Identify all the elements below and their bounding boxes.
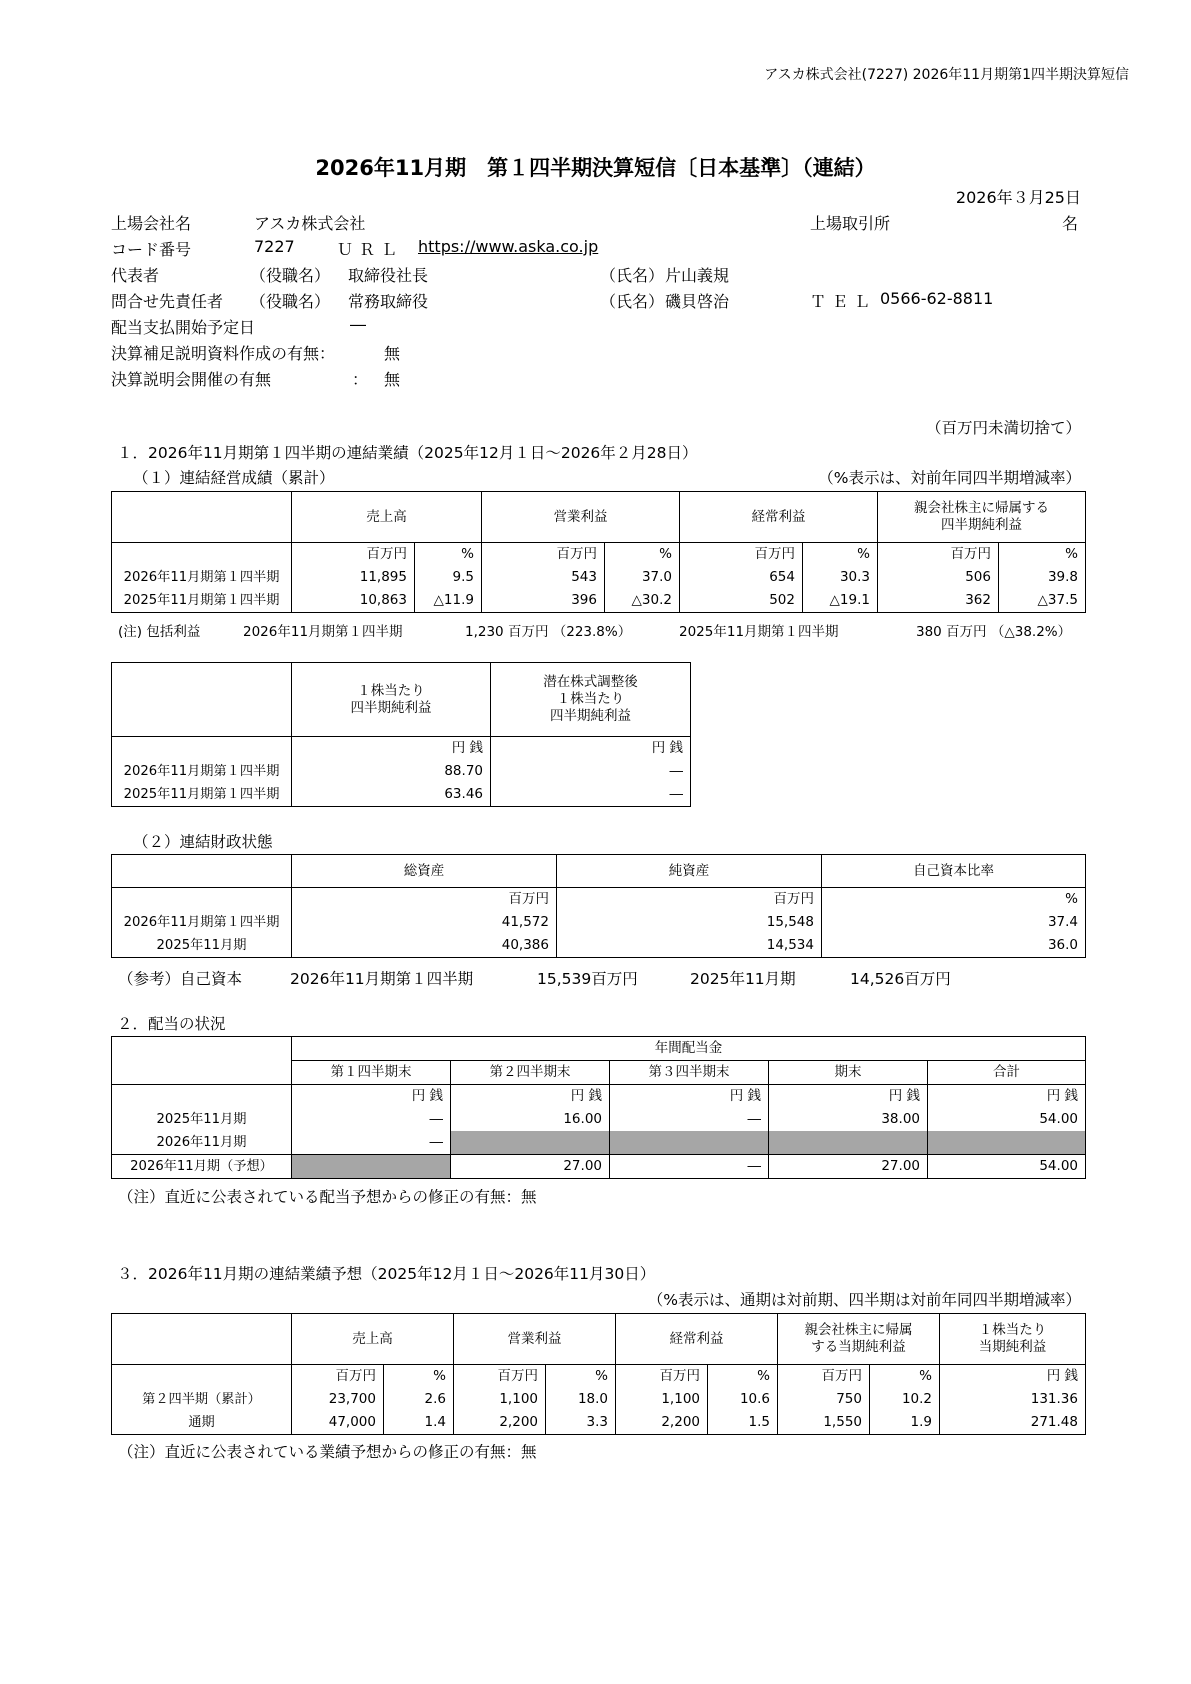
section1-sub1-note: （%表示は、対前年同四半期増減率） [818, 469, 1081, 487]
table-row [112, 911, 1086, 934]
url-link[interactable]: https://www.aska.co.jp [418, 237, 599, 256]
table-cell: 30.3 [803, 566, 878, 589]
equity-note-period2: 2025年11月期 [690, 970, 796, 988]
briefing-label: 決算説明会開催の有無 [111, 370, 272, 389]
header-eps: １株当たり 四半期純利益 [292, 663, 491, 737]
header-ordinary-profit: 経常利益 [680, 492, 878, 543]
table-cell: 23,700 [292, 1388, 384, 1411]
header-net-income: 親会社株主に帰属 する当期純利益 [778, 1314, 940, 1365]
forecast-table [111, 1313, 1086, 1435]
unit-cell: 百万円 [292, 888, 557, 912]
table-cell: △37.5 [999, 589, 1086, 613]
table-cell: 654 [680, 566, 803, 589]
corner-cell [112, 1037, 292, 1085]
unit-cell: 円 銭 [928, 1085, 1086, 1109]
exchange-value: 名 [1062, 214, 1079, 233]
table-cell: 11,895 [292, 566, 415, 589]
table-cell: 1.5 [708, 1411, 778, 1435]
row-label: 2025年11月期第１四半期 [112, 589, 292, 613]
unit-cell: 百万円 [482, 543, 605, 567]
table-cell: ― [491, 760, 691, 783]
table-row [112, 783, 691, 807]
table-cell: 506 [878, 566, 999, 589]
header-eps: １株当たり 当期純利益 [940, 1314, 1086, 1365]
row-label: 2026年11月期第１四半期 [112, 760, 292, 783]
table-cell: 36.0 [822, 934, 1086, 958]
section2-heading: ２．配当の状況 [117, 1015, 226, 1033]
equity-note-label: （参考）自己資本 [118, 970, 243, 988]
contact-role: 常務取締役 [348, 292, 429, 311]
table-row [112, 1155, 1086, 1179]
row-label: 2025年11月期第１四半期 [112, 783, 292, 807]
company-value: アスカ株式会社 [254, 214, 366, 233]
table-cell: 502 [680, 589, 803, 613]
header-total: 合計 [928, 1061, 1086, 1085]
report-date: 2026年３月25日 [955, 188, 1081, 207]
shaded-cell [451, 1131, 610, 1155]
table-cell: 10,863 [292, 589, 415, 613]
exchange-label: 上場取引所 [810, 214, 891, 233]
row-label: 2026年11月期 [112, 1131, 292, 1155]
financial-position-table [111, 854, 1086, 958]
comprehensive-income-value2: 380 百万円 （△38.2%） [916, 624, 1072, 640]
table-cell: ― [610, 1108, 769, 1131]
table-cell: 362 [878, 589, 999, 613]
pct-cell: % [384, 1365, 454, 1389]
header-year-end: 期末 [769, 1061, 928, 1085]
row-label: 2026年11月期（予想） [112, 1155, 292, 1179]
unit-label-cell [112, 1085, 292, 1109]
table-cell: 396 [482, 589, 605, 613]
table-cell: 27.00 [451, 1155, 610, 1179]
table-row [112, 566, 1086, 589]
rep-role-label: （役職名） [250, 266, 331, 285]
header-diluted-eps: 潜在株式調整後 １株当たり 四半期純利益 [491, 663, 691, 737]
table-cell: 3.3 [546, 1411, 616, 1435]
code-value: 7227 [254, 237, 295, 256]
contact-name: 磯貝啓治 [665, 292, 730, 311]
table-cell: △30.2 [605, 589, 680, 613]
corner-cell [112, 855, 292, 888]
table-cell: 47,000 [292, 1411, 384, 1435]
table-cell: △19.1 [803, 589, 878, 613]
row-label: 2026年11月期第１四半期 [112, 911, 292, 934]
section3-heading: ３．2026年11月期の連結業績予想（2025年12月１日～2026年11月30日） [117, 1265, 656, 1283]
comprehensive-income-label: (注) 包括利益 [118, 624, 201, 640]
table-cell: 1.9 [870, 1411, 940, 1435]
unit-label-cell [112, 543, 292, 567]
shaded-cell [610, 1131, 769, 1155]
contact-role-label: （役職名） [250, 292, 331, 311]
row-label: 第２四半期（累計） [112, 1388, 292, 1411]
unit-cell: 円 銭 [451, 1085, 610, 1109]
table-cell: 271.48 [940, 1411, 1086, 1435]
table-cell: 54.00 [928, 1108, 1086, 1131]
unit-cell: 百万円 [778, 1365, 870, 1389]
contact-label: 問合せ先責任者 [111, 292, 224, 311]
unit-cell: 円 銭 [292, 737, 491, 761]
unit-label-cell [112, 888, 292, 912]
table-cell: 14,534 [557, 934, 822, 958]
page-title: 2026年11月期 第１四半期決算短信〔日本基準〕（連結） [315, 156, 876, 180]
pct-cell: % [870, 1365, 940, 1389]
unit-cell: 円 銭 [769, 1085, 928, 1109]
header-total-assets: 総資産 [292, 855, 557, 888]
header-net-income: 親会社株主に帰属する 四半期純利益 [878, 492, 1086, 543]
tel-value: 0566-62-8811 [880, 289, 994, 308]
header-q1-end: 第１四半期末 [292, 1061, 451, 1085]
table-cell: 1,100 [454, 1388, 546, 1411]
table-cell: ― [292, 1108, 451, 1131]
operating-results-table [111, 491, 1086, 613]
unit-cell: 円 銭 [940, 1365, 1086, 1389]
section1-sub1: （１）連結経営成績（累計） [133, 469, 335, 487]
table-cell: 38.00 [769, 1108, 928, 1131]
table-cell: 16.00 [451, 1108, 610, 1131]
table-cell: 131.36 [940, 1388, 1086, 1411]
unit-cell: 百万円 [680, 543, 803, 567]
row-label: 通期 [112, 1411, 292, 1435]
unit-cell: 百万円 [616, 1365, 708, 1389]
code-label: コード番号 [111, 240, 192, 259]
row-label: 2025年11月期 [112, 934, 292, 958]
shaded-cell [769, 1131, 928, 1155]
table-row [112, 760, 691, 783]
equity-note-value2: 14,526百万円 [850, 970, 951, 988]
row-label: 2026年11月期第１四半期 [112, 566, 292, 589]
table-cell: 1,100 [616, 1388, 708, 1411]
unit-note: （百万円未満切捨て） [925, 419, 1081, 437]
table-row [112, 589, 1086, 613]
table-cell: ― [292, 1131, 451, 1155]
header-operating-profit: 営業利益 [482, 492, 680, 543]
rep-role: 取締役社長 [348, 266, 429, 285]
corner-cell [112, 492, 292, 543]
pct-cell: % [708, 1365, 778, 1389]
table-cell: 18.0 [546, 1388, 616, 1411]
unit-cell: 円 銭 [491, 737, 691, 761]
table-cell: 63.46 [292, 783, 491, 807]
tel-label: ＴＥＬ [810, 292, 877, 311]
table-cell: 37.4 [822, 911, 1086, 934]
rep-name: 片山義規 [665, 266, 730, 285]
shaded-cell [928, 1131, 1086, 1155]
url-label: ＵＲＬ [337, 240, 404, 259]
comprehensive-income-period2: 2025年11月期第１四半期 [679, 624, 839, 640]
pct-cell: % [803, 543, 878, 567]
unit-cell: 円 銭 [610, 1085, 769, 1109]
corner-cell [112, 1314, 292, 1365]
table-cell: ― [610, 1155, 769, 1179]
table-cell: 2,200 [454, 1411, 546, 1435]
supplementary-value: 無 [384, 344, 401, 363]
table-cell: 15,548 [557, 911, 822, 934]
pct-cell: % [415, 543, 482, 567]
rep-name-label: （氏名） [600, 266, 665, 285]
company-label: 上場会社名 [111, 214, 192, 233]
unit-cell: 円 銭 [292, 1085, 451, 1109]
unit-cell: 百万円 [454, 1365, 546, 1389]
pct-cell: % [546, 1365, 616, 1389]
supplementary-label: 決算補足説明資料作成の有無： [111, 344, 336, 363]
forecast-revision-note: （注）直近に公表されている業績予想からの修正の有無：無 [118, 1443, 537, 1461]
table-row [112, 1411, 1086, 1435]
equity-note-period1: 2026年11月期第１四半期 [290, 970, 474, 988]
table-cell: 39.8 [999, 566, 1086, 589]
unit-cell: 百万円 [292, 1365, 384, 1389]
dividend-date-label: 配当支払開始予定日 [111, 318, 256, 337]
comprehensive-income-value1: 1,230 百万円 （223.8%） [465, 624, 632, 640]
unit-cell: 百万円 [557, 888, 822, 912]
briefing-colon: ： [352, 370, 369, 389]
table-cell: 54.00 [928, 1155, 1086, 1179]
table-cell: 10.6 [708, 1388, 778, 1411]
table-cell: 2.6 [384, 1388, 454, 1411]
table-cell: 40,386 [292, 934, 557, 958]
unit-cell: 百万円 [292, 543, 415, 567]
table-row [112, 1108, 1086, 1131]
contact-name-label: （氏名） [600, 292, 665, 311]
table-cell: 9.5 [415, 566, 482, 589]
table-cell: △11.9 [415, 589, 482, 613]
table-cell: 10.2 [870, 1388, 940, 1411]
header-equity-ratio: 自己資本比率 [822, 855, 1086, 888]
equity-note-value1: 15,539百万円 [537, 970, 638, 988]
table-cell: 1.4 [384, 1411, 454, 1435]
briefing-value: 無 [384, 370, 401, 389]
rep-label: 代表者 [111, 266, 160, 285]
unit-label-cell [112, 737, 292, 761]
pct-cell: % [605, 543, 680, 567]
table-row [112, 1131, 1086, 1155]
header-q3-end: 第３四半期末 [610, 1061, 769, 1085]
header-ordinary-profit: 経常利益 [616, 1314, 778, 1365]
unit-label-cell [112, 1365, 292, 1389]
table-cell: 37.0 [605, 566, 680, 589]
running-header: アスカ株式会社(7227) 2026年11月期第1四半期決算短信 [764, 67, 1129, 83]
header-sales: 売上高 [292, 492, 482, 543]
pct-cell: % [999, 543, 1086, 567]
section1-sub2: （２）連結財政状態 [133, 833, 273, 851]
table-row [112, 934, 1086, 958]
header-net-assets: 純資産 [557, 855, 822, 888]
header-q2-end: 第２四半期末 [451, 1061, 610, 1085]
section1-heading: １．2026年11月期第１四半期の連結業績（2025年12月１日～2026年２月28日） [117, 444, 698, 462]
unit-cell: 百万円 [878, 543, 999, 567]
header-annual-dividends: 年間配当金 [292, 1037, 1086, 1061]
eps-table [111, 662, 691, 807]
shaded-cell [292, 1155, 451, 1179]
section3-sub-note: （%表示は、通期は対前期、四半期は対前年同四半期増減率） [647, 1291, 1081, 1309]
table-cell: 27.00 [769, 1155, 928, 1179]
header-sales: 売上高 [292, 1314, 454, 1365]
dividend-date-value: ― [350, 315, 366, 334]
table-cell: ― [491, 783, 691, 807]
header-operating-profit: 営業利益 [454, 1314, 616, 1365]
row-label: 2025年11月期 [112, 1108, 292, 1131]
table-cell: 88.70 [292, 760, 491, 783]
corner-cell [112, 663, 292, 737]
table-cell: 41,572 [292, 911, 557, 934]
table-cell: 2,200 [616, 1411, 708, 1435]
dividend-revision-note: （注）直近に公表されている配当予想からの修正の有無：無 [118, 1188, 537, 1206]
table-cell: 1,550 [778, 1411, 870, 1435]
comprehensive-income-period1: 2026年11月期第１四半期 [243, 624, 403, 640]
table-cell: 543 [482, 566, 605, 589]
unit-cell: % [822, 888, 1086, 912]
table-cell: 750 [778, 1388, 870, 1411]
dividends-table [111, 1036, 1086, 1179]
table-row [112, 1388, 1086, 1411]
